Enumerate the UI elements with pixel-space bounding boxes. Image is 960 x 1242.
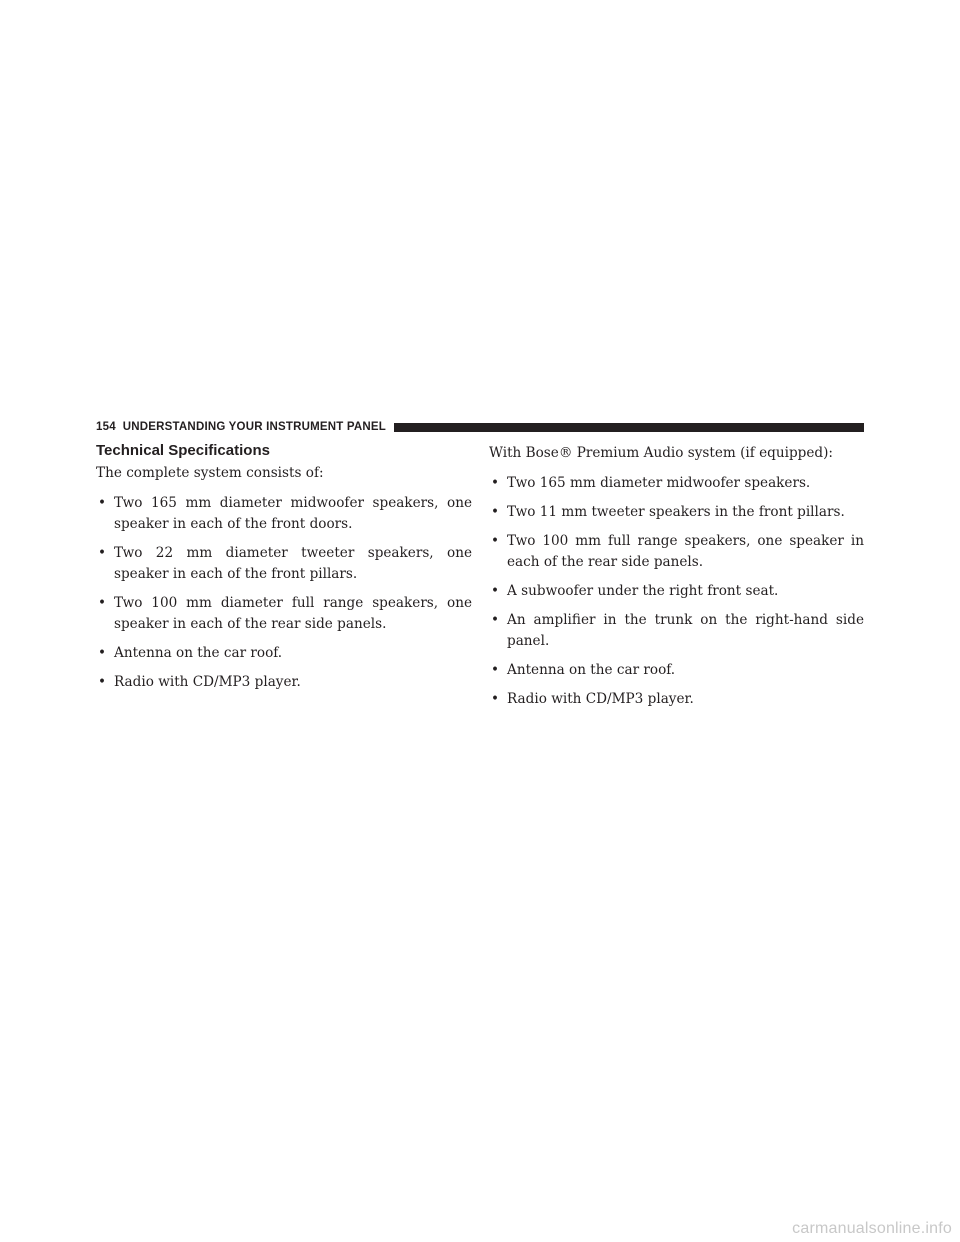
list-item: • Two 165 mm diameter midwoofer speakers. bbox=[489, 473, 864, 494]
watermark: carmanualsonline.info bbox=[792, 1220, 952, 1237]
list-item: • Two 100 mm full range speakers, one speaker in each of the rear side panels. bbox=[491, 533, 864, 570]
list-item: • Two 11 mm tweeter speakers in the front pillars. bbox=[489, 502, 864, 523]
bullet-icon: • bbox=[491, 612, 500, 628]
bullet-icon: • bbox=[491, 475, 500, 491]
bullet-icon: • bbox=[98, 645, 107, 661]
bullet-icon: • bbox=[491, 691, 500, 707]
page-number: 154 bbox=[96, 421, 116, 433]
list-item: • Two 165 mm diameter midwoofer speakers, one speaker in each of the front doors. bbox=[98, 495, 472, 532]
bullet-icon: • bbox=[491, 533, 500, 549]
section-heading: Technical Specifications bbox=[96, 442, 270, 459]
list-item: • A subwoofer under the right front seat. bbox=[489, 581, 864, 602]
spec-list bbox=[96, 493, 472, 693]
list-item: • Two 100 mm diameter full range speakers, one speaker in each of the rear side panels. bbox=[98, 595, 472, 632]
list-item: • Radio with CD/MP3 player. bbox=[489, 689, 864, 710]
intro-paragraph: The complete system consists of: bbox=[96, 465, 324, 481]
bose-spec-list bbox=[489, 473, 864, 710]
header-rule bbox=[394, 423, 864, 432]
list-item: • Radio with CD/MP3 player. bbox=[96, 672, 472, 693]
list-item: • An amplifier in the trunk on the right-hand side panel. bbox=[491, 612, 864, 649]
right-column bbox=[489, 441, 864, 718]
intro-paragraph: With Bose® Premium Audio system (if equipped): bbox=[489, 445, 833, 461]
bullet-icon: • bbox=[491, 662, 500, 678]
bullet-icon: • bbox=[98, 674, 107, 690]
bullet-icon: • bbox=[98, 545, 107, 561]
bullet-icon: • bbox=[98, 495, 107, 511]
bullet-icon: • bbox=[98, 595, 107, 611]
left-column bbox=[96, 441, 472, 701]
bullet-icon: • bbox=[491, 583, 500, 599]
list-item: • Antenna on the car roof. bbox=[489, 660, 864, 681]
list-item: • Two 22 mm diameter tweeter speakers, one speaker in each of the front pillars. bbox=[98, 545, 472, 582]
section-title: UNDERSTANDING YOUR INSTRUMENT PANEL bbox=[122, 421, 386, 433]
list-item: • Antenna on the car roof. bbox=[96, 643, 472, 664]
bullet-icon: • bbox=[491, 504, 500, 520]
page-header bbox=[96, 419, 864, 435]
